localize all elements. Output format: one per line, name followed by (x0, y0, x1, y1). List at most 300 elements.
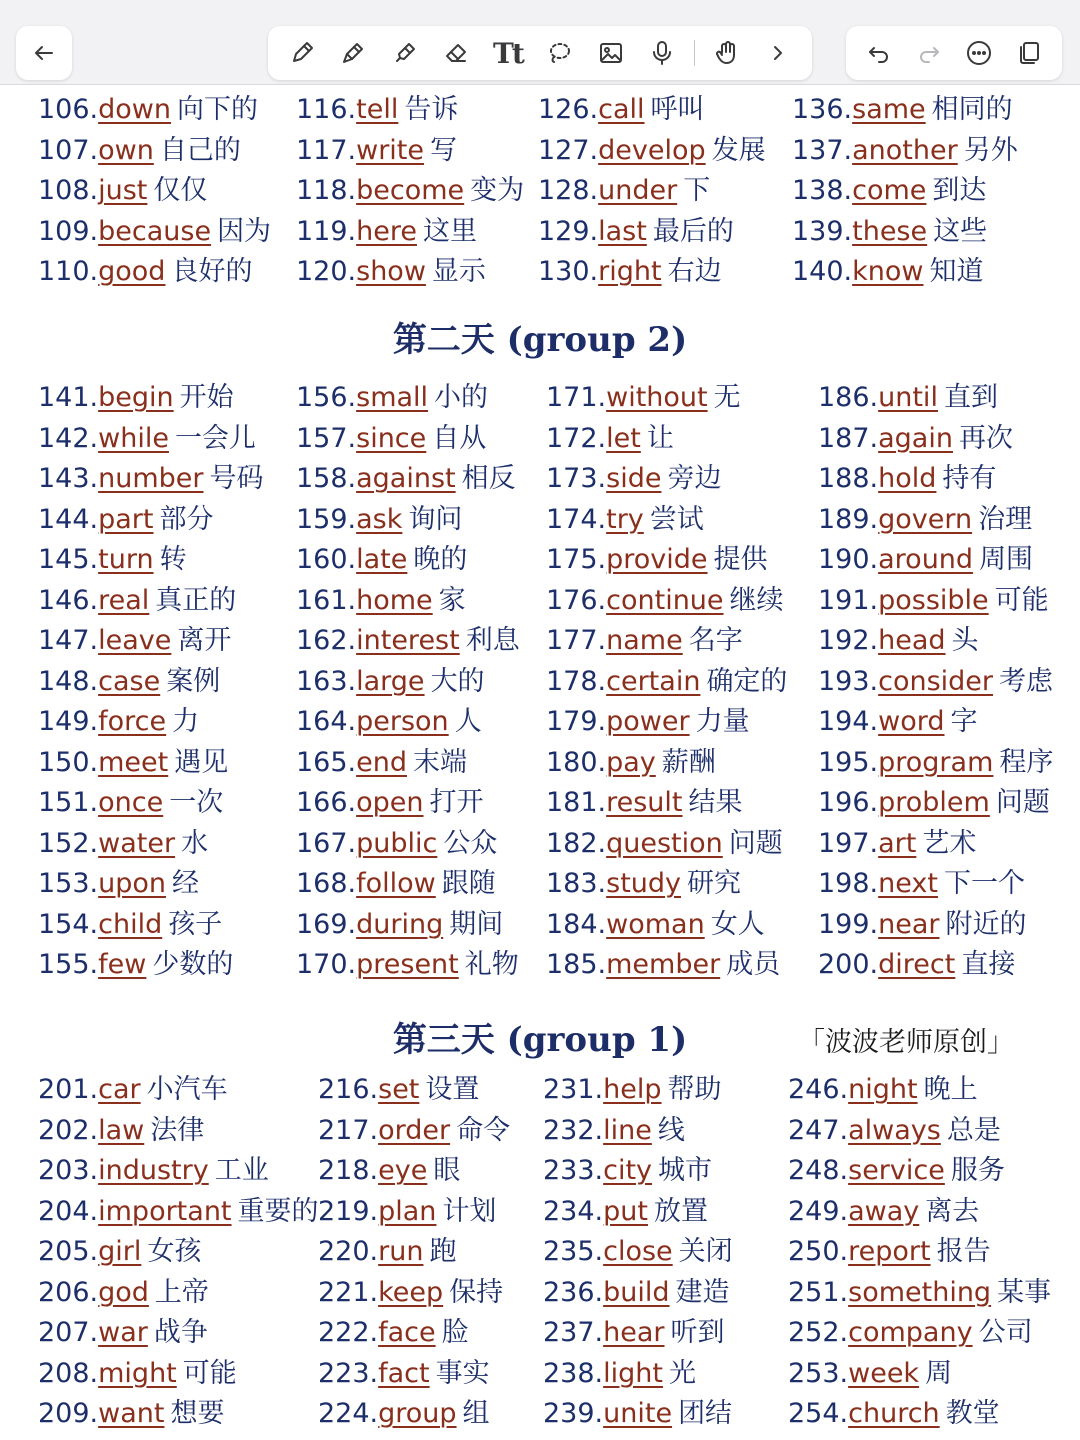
chinese-meaning: 一会儿 (174, 422, 256, 454)
chinese-meaning: 晚上 (923, 1074, 978, 1105)
entry-number: 239. (543, 1398, 604, 1429)
vocab-entry (296, 252, 524, 293)
english-word: help (603, 1074, 662, 1105)
entry-number: 223. (318, 1357, 379, 1389)
english-word: line (603, 1114, 652, 1146)
chinese-meaning: 尝试 (649, 503, 704, 535)
entry-number: 234. (543, 1195, 604, 1227)
chinese-meaning: 持有 (942, 463, 997, 494)
word-column (788, 1070, 1051, 1435)
chinese-meaning: 大的 (430, 665, 485, 697)
vocab-entry (38, 90, 271, 131)
chinese-meaning: 公司 (978, 1317, 1033, 1348)
entry-number: 164. (296, 706, 357, 737)
english-word: close (603, 1236, 673, 1267)
chinese-meaning: 重要的 (237, 1195, 319, 1227)
entry-number: 198. (818, 868, 879, 899)
english-word: group (378, 1398, 457, 1429)
word-column (318, 1070, 510, 1435)
chinese-meaning: 提供 (713, 544, 768, 575)
vocab-entry (38, 1111, 319, 1152)
entry-number: 187. (818, 422, 879, 454)
chinese-meaning: 相同的 (931, 94, 1013, 125)
vocab-entry (38, 252, 271, 293)
vocab-entry (543, 1232, 733, 1273)
english-word: own (98, 134, 154, 166)
english-word: study (606, 868, 682, 899)
entry-number: 232. (543, 1114, 604, 1146)
chinese-meaning: 知道 (929, 256, 984, 287)
entry-number: 219. (318, 1195, 379, 1227)
entry-number: 165. (296, 746, 357, 778)
chinese-meaning: 下 (683, 175, 711, 206)
vocab-entry (788, 1192, 1051, 1233)
english-word: continue (606, 584, 724, 616)
vocab-entry (788, 1232, 1051, 1273)
toolbar-divider (694, 40, 695, 66)
vocab-entry (296, 212, 524, 253)
word-column (543, 1070, 733, 1435)
vocab-entry (38, 1394, 319, 1435)
vocab-entry (38, 1313, 319, 1354)
vocab-entry (318, 1070, 510, 1111)
english-word: try (606, 503, 644, 535)
entry-number: 222. (318, 1317, 379, 1348)
chinese-meaning: 呼叫 (650, 94, 705, 125)
vocab-entry (296, 378, 520, 419)
entry-number: 189. (818, 503, 879, 535)
chinese-meaning: 团结 (678, 1398, 733, 1429)
chinese-meaning: 良好的 (171, 256, 253, 287)
entry-number: 181. (546, 787, 607, 818)
vocab-entry (296, 824, 520, 865)
english-word: let (606, 422, 641, 454)
entry-number: 156. (296, 382, 357, 413)
entry-number: 182. (546, 827, 607, 859)
entry-number: 108. (38, 175, 99, 206)
chinese-meaning: 变为 (470, 175, 525, 206)
chinese-meaning: 这里 (422, 215, 477, 247)
vocab-entry (296, 905, 520, 946)
chinese-meaning: 组 (462, 1398, 490, 1429)
entry-number: 253. (788, 1357, 849, 1389)
vocab-entry (538, 252, 766, 293)
entry-number: 128. (538, 175, 599, 206)
chinese-meaning: 教堂 (945, 1398, 1000, 1429)
entry-number: 186. (818, 382, 879, 413)
entry-number: 235. (543, 1236, 604, 1267)
entry-number: 216. (318, 1074, 379, 1105)
entry-number: 106. (38, 94, 99, 125)
vocab-entry (546, 419, 787, 460)
vocab-entry (38, 945, 264, 986)
english-word: law (98, 1114, 145, 1146)
english-word: war (98, 1317, 148, 1348)
chinese-meaning: 真正的 (155, 584, 237, 616)
entry-number: 176. (546, 584, 607, 616)
english-word: part (98, 503, 154, 535)
text-tool-icon[interactable]: Tt (493, 36, 523, 70)
pencil-icon[interactable] (333, 33, 373, 73)
english-word: another (852, 134, 958, 166)
entry-number: 129. (538, 215, 599, 247)
english-word: begin (98, 382, 174, 413)
chinese-meaning: 直到 (943, 382, 998, 413)
entry-number: 221. (318, 1276, 379, 1308)
chinese-meaning: 确定的 (706, 665, 788, 697)
chinese-meaning: 这些 (933, 215, 988, 247)
vocab-entry (546, 662, 787, 703)
image-icon[interactable] (591, 33, 631, 73)
chinese-meaning: 人 (454, 706, 482, 737)
pages-icon[interactable] (1009, 33, 1049, 73)
lasso-icon[interactable] (539, 33, 579, 73)
word-column (296, 90, 524, 293)
english-word: side (606, 463, 662, 494)
vocab-entry (818, 824, 1053, 865)
english-word: write (356, 134, 425, 166)
chinese-meaning: 公众 (443, 827, 498, 859)
vocab-entry (38, 131, 271, 172)
chinese-meaning: 让 (646, 422, 674, 454)
entry-number: 110. (38, 256, 99, 287)
english-word: eye (378, 1155, 428, 1186)
entry-number: 174. (546, 503, 607, 535)
chinese-meaning: 力量 (695, 706, 750, 737)
vocab-entry (543, 1192, 733, 1233)
vocab-entry (38, 621, 264, 662)
english-word: fact (378, 1357, 430, 1389)
english-word: interest (356, 625, 460, 656)
entry-number: 116. (296, 94, 357, 125)
chevron-right-icon[interactable] (758, 33, 798, 73)
entry-number: 238. (543, 1357, 604, 1389)
english-word: right (598, 256, 662, 287)
english-word: away (848, 1195, 920, 1227)
chinese-meaning: 周 (925, 1357, 953, 1389)
english-word: art (878, 827, 917, 859)
chinese-meaning: 周围 (979, 544, 1034, 575)
chinese-meaning: 打开 (429, 787, 484, 818)
chinese-meaning: 保持 (449, 1276, 504, 1308)
entry-number: 208. (38, 1357, 99, 1389)
english-word: report (848, 1236, 931, 1267)
english-word: call (598, 94, 645, 125)
english-word: night (848, 1074, 918, 1105)
vocab-entry (788, 1394, 1051, 1435)
vocab-entry (538, 131, 766, 172)
chinese-meaning: 计划 (442, 1195, 497, 1227)
chinese-meaning: 帮助 (667, 1074, 722, 1105)
entry-number: 173. (546, 463, 607, 494)
vocab-entry (296, 500, 520, 541)
chinese-meaning: 礼物 (464, 949, 519, 980)
entry-number: 193. (818, 665, 879, 697)
english-word: home (356, 584, 433, 616)
english-word: down (98, 94, 171, 125)
vocab-entry (546, 459, 787, 500)
chinese-meaning: 水 (181, 827, 209, 859)
entry-number: 118. (296, 175, 357, 206)
chinese-meaning: 一次 (169, 787, 224, 818)
entry-number: 168. (296, 868, 357, 899)
entry-number: 127. (538, 134, 599, 166)
english-word: hold (878, 463, 937, 494)
english-word: once (98, 787, 164, 818)
english-word: car (98, 1074, 141, 1105)
entry-number: 120. (296, 256, 357, 287)
chinese-meaning: 利息 (465, 625, 520, 656)
entry-number: 169. (296, 908, 357, 940)
chinese-meaning: 女人 (710, 908, 765, 940)
vocab-entry (543, 1151, 733, 1192)
chinese-meaning: 家 (438, 584, 466, 616)
entry-number: 209. (38, 1398, 99, 1429)
chinese-meaning: 女孩 (147, 1236, 202, 1267)
english-word: industry (98, 1155, 209, 1186)
entry-number: 196. (818, 787, 879, 818)
entry-number: 246. (788, 1074, 849, 1105)
english-word: govern (878, 503, 973, 535)
vocab-entry (38, 702, 264, 743)
english-word: again (878, 422, 953, 454)
vocab-entry (38, 171, 271, 212)
entry-number: 126. (538, 94, 599, 125)
chinese-meaning: 告诉 (404, 94, 459, 125)
vocab-entry (318, 1192, 510, 1233)
action-group (846, 26, 1062, 80)
vocab-entry (38, 1192, 319, 1233)
word-column (818, 378, 1053, 986)
entry-number: 200. (818, 949, 879, 980)
english-word: person (356, 706, 449, 737)
vocab-entry (296, 171, 524, 212)
more-icon[interactable] (959, 33, 999, 73)
chinese-meaning: 程序 (999, 746, 1054, 778)
english-word: come (852, 175, 927, 206)
english-word: turn (98, 544, 154, 575)
vocab-entry (818, 905, 1053, 946)
vocab-entry (318, 1273, 510, 1314)
vocab-entry (792, 171, 1018, 212)
entry-number: 179. (546, 706, 607, 737)
vocab-entry (296, 702, 520, 743)
vocab-entry (38, 581, 264, 622)
vocab-entry (788, 1151, 1051, 1192)
word-column (296, 378, 520, 986)
english-word: small (356, 382, 429, 413)
english-word: light (603, 1357, 663, 1389)
entry-number: 140. (792, 256, 853, 287)
chinese-meaning: 线 (657, 1114, 685, 1146)
vocab-entry (318, 1394, 510, 1435)
vocab-entry (38, 824, 264, 865)
vocab-entry (38, 743, 264, 784)
vocab-entry (818, 864, 1053, 905)
english-word: company (848, 1317, 973, 1348)
vocab-entry (788, 1273, 1051, 1314)
vocab-entry (546, 581, 787, 622)
eraser-icon[interactable] (436, 33, 476, 73)
chinese-meaning: 无 (713, 382, 741, 413)
chinese-meaning: 写 (430, 134, 458, 166)
word-column (792, 90, 1018, 293)
entry-number: 251. (788, 1276, 849, 1308)
chinese-meaning: 脸 (441, 1317, 469, 1348)
entry-number: 184. (546, 908, 607, 940)
vocab-entry (546, 905, 787, 946)
chinese-meaning: 成员 (726, 949, 781, 980)
chinese-meaning: 离开 (177, 625, 232, 656)
chinese-meaning: 小的 (434, 382, 489, 413)
vocab-entry (788, 1354, 1051, 1395)
entry-number: 203. (38, 1155, 99, 1186)
vocab-entry (818, 743, 1053, 784)
english-word: last (598, 215, 647, 247)
chinese-meaning: 听到 (670, 1317, 725, 1348)
entry-number: 188. (818, 463, 879, 494)
chinese-meaning: 遇见 (174, 746, 229, 778)
vocab-entry (318, 1313, 510, 1354)
english-word: during (356, 908, 444, 940)
entry-number: 141. (38, 382, 99, 413)
vocab-entry (818, 540, 1053, 581)
entry-number: 191. (818, 584, 879, 616)
vocab-entry (818, 621, 1053, 662)
vocab-entry (818, 500, 1053, 541)
entry-number: 163. (296, 665, 357, 697)
vocab-entry (792, 131, 1018, 172)
chinese-meaning: 治理 (978, 503, 1033, 535)
chinese-meaning: 直接 (961, 949, 1016, 980)
entry-number: 136. (792, 94, 853, 125)
entry-number: 252. (788, 1317, 849, 1348)
vocab-entry (296, 540, 520, 581)
vocab-entry (296, 131, 524, 172)
chinese-meaning: 向下的 (176, 94, 258, 125)
english-word: same (852, 94, 926, 125)
english-word: certain (606, 665, 701, 697)
english-word: show (356, 256, 426, 287)
english-word: child (98, 908, 163, 940)
arrow-left-icon[interactable] (24, 33, 64, 73)
chinese-meaning: 显示 (431, 256, 486, 287)
english-word: run (378, 1236, 424, 1267)
entry-number: 162. (296, 625, 357, 656)
vocab-entry (543, 1313, 733, 1354)
vocab-entry (543, 1354, 733, 1395)
pen-icon[interactable] (282, 33, 322, 73)
english-word: against (356, 463, 456, 494)
vocab-entry (788, 1070, 1051, 1111)
vocab-entry (538, 90, 766, 131)
chinese-meaning: 案例 (166, 665, 221, 697)
vocab-entry (818, 945, 1053, 986)
entry-number: 144. (38, 503, 99, 535)
chinese-meaning: 设置 (425, 1074, 480, 1105)
chinese-meaning: 下一个 (943, 868, 1025, 899)
vocab-entry (38, 419, 264, 460)
english-word: ask (356, 503, 403, 535)
chinese-meaning: 名字 (688, 625, 743, 656)
chinese-meaning: 右边 (667, 256, 722, 287)
vocab-entry (296, 581, 520, 622)
entry-number: 195. (818, 746, 879, 778)
entry-number: 159. (296, 503, 357, 535)
chinese-meaning: 服务 (950, 1155, 1005, 1186)
chinese-meaning: 上帝 (154, 1276, 209, 1308)
entry-number: 149. (38, 706, 99, 737)
vocab-entry (546, 540, 787, 581)
english-word: these (852, 215, 928, 247)
entry-number: 166. (296, 787, 357, 818)
entry-number: 137. (792, 134, 853, 166)
vocab-entry (38, 500, 264, 541)
english-word: follow (356, 868, 436, 899)
hand-icon[interactable] (707, 33, 747, 73)
chinese-meaning: 事实 (435, 1357, 490, 1389)
english-word: church (848, 1398, 940, 1429)
entry-number: 233. (543, 1155, 604, 1186)
english-word: consider (878, 665, 994, 697)
redo-icon[interactable] (909, 33, 949, 73)
english-word: near (878, 908, 940, 940)
chinese-meaning: 孩子 (168, 908, 223, 940)
english-word: put (603, 1195, 648, 1227)
entry-number: 172. (546, 422, 607, 454)
english-word: direct (878, 949, 956, 980)
english-word: plan (378, 1195, 437, 1227)
chinese-meaning: 跑 (429, 1236, 457, 1267)
entry-number: 220. (318, 1236, 379, 1267)
vocab-entry (818, 783, 1053, 824)
vocab-entry (38, 459, 264, 500)
vocab-entry (296, 864, 520, 905)
chinese-meaning: 问题 (728, 827, 783, 859)
vocab-entry (546, 864, 787, 905)
entry-number: 204. (38, 1195, 99, 1227)
entry-number: 148. (38, 665, 99, 697)
vocab-entry (38, 1273, 319, 1314)
highlighter-icon[interactable] (385, 33, 425, 73)
chinese-meaning: 小汽车 (146, 1074, 228, 1105)
undo-icon[interactable] (859, 33, 899, 73)
english-word: member (606, 949, 721, 980)
english-word: question (606, 827, 723, 859)
chinese-meaning: 考虑 (999, 665, 1054, 697)
chinese-meaning: 眼 (433, 1155, 461, 1186)
english-word: leave (98, 625, 172, 656)
word-column (546, 378, 787, 986)
entry-number: 231. (543, 1074, 604, 1105)
chinese-meaning: 头 (951, 625, 979, 656)
back-button[interactable] (16, 26, 72, 80)
microphone-icon[interactable] (642, 33, 682, 73)
english-word: water (98, 827, 176, 859)
english-word: service (848, 1155, 945, 1186)
english-word: real (98, 584, 150, 616)
vocab-entry (318, 1232, 510, 1273)
english-word: power (606, 706, 690, 737)
english-word: pay (606, 746, 656, 778)
english-word: meet (98, 746, 169, 778)
chinese-meaning: 想要 (170, 1398, 225, 1429)
entry-number: 218. (318, 1155, 379, 1186)
vocab-entry (538, 212, 766, 253)
chinese-meaning: 末端 (413, 746, 467, 778)
vocab-entry (296, 662, 520, 703)
vocab-entry (38, 1354, 319, 1395)
